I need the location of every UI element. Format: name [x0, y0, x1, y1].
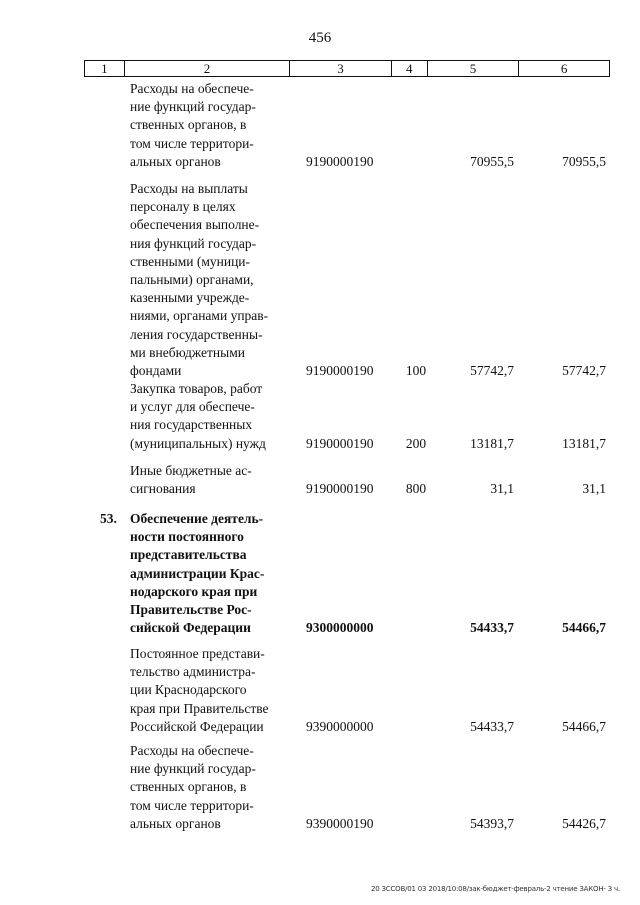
row-value-col6: 54466,7	[562, 620, 606, 636]
row-name-line: альных органов	[130, 815, 221, 831]
row-expense-type: 200	[405, 435, 427, 451]
row-name	[130, 380, 287, 453]
row-name-line: Расходы на обеспече-	[130, 743, 254, 758]
row-name-line: альных органов	[130, 153, 221, 169]
row-name-line: фондами	[130, 363, 182, 379]
column-header-6: 6	[560, 60, 568, 76]
row-name-line: ственных органов, в	[130, 779, 247, 795]
row-name-line: ственных органов, в	[130, 117, 247, 133]
row-name-line: ции Краснодарского	[130, 682, 247, 698]
row-name-line: ние функций государ-	[130, 99, 256, 115]
row-value-col5: 31,1	[490, 481, 514, 497]
row-value-col6: 54426,7	[562, 815, 606, 831]
row-name-line: Правительстве Рос-	[130, 602, 252, 618]
row-name	[130, 742, 287, 833]
row-name-line: ние функций государ-	[130, 761, 256, 777]
row-name-line: персоналу в целях	[130, 199, 236, 215]
row-name-line: нодарского края при	[130, 583, 258, 599]
row-number: 53.	[100, 511, 117, 526]
column-header-1: 1	[85, 61, 125, 76]
row-value-col5: 54433,7	[470, 718, 514, 734]
row-name-line: Расходы на обеспече-	[130, 81, 254, 96]
column-header-3: 3	[290, 61, 392, 76]
row-code: 9390000000	[306, 718, 374, 734]
row-name-line: Иные бюджетные ас-	[130, 463, 252, 478]
table-header-row	[84, 60, 610, 77]
row-code: 9190000190	[306, 435, 374, 451]
row-value-col6: 54466,7	[562, 718, 606, 734]
row-name-line: ления государственны-	[130, 326, 263, 342]
row-name-line: представительства	[130, 547, 247, 563]
row-name-line: ности постоянного	[130, 529, 244, 545]
row-name-line: ния государственных	[130, 417, 253, 433]
row-value-col5: 70955,5	[470, 153, 514, 169]
row-name-line: казенными учрежде-	[130, 290, 250, 306]
row-name-line: Закупка товаров, работ	[130, 381, 263, 396]
row-name-line: ниями, органами управ-	[130, 308, 269, 324]
row-name-line: пальными) органами,	[130, 272, 254, 288]
column-header-2: 2	[125, 61, 290, 76]
row-name	[130, 510, 287, 637]
row-value-col6: 31,1	[582, 481, 606, 497]
column-header-5: 5	[428, 61, 520, 76]
row-code: 9190000190	[306, 153, 374, 169]
row-name-line: том числе территори-	[130, 797, 254, 813]
row-value-col6: 13181,7	[562, 435, 606, 451]
row-name-line: том числе территори-	[130, 135, 254, 151]
row-name-line: края при Правительстве	[130, 700, 269, 716]
row-value-col5: 54433,7	[470, 620, 514, 636]
row-name-line: (муниципальных) нужд	[130, 435, 266, 451]
row-value-col5: 13181,7	[470, 435, 514, 451]
row-name-line: Российской Федерации	[130, 718, 264, 734]
row-expense-type: 800	[405, 481, 427, 497]
row-name	[130, 645, 287, 736]
row-value-col6: 70955,5	[562, 153, 606, 169]
row-name-line: ния функций государ-	[130, 235, 257, 251]
row-name	[130, 462, 287, 498]
row-name-line: сийской Федерации	[130, 620, 251, 636]
column-header-4: 4	[392, 61, 428, 76]
footer-stamp: 20 ЗССОВ/01 03 2018/10:08/зак-бюджет-февраль-2 чтение ЗАКОН- 3 ч.	[370, 885, 620, 893]
row-name-line: администрации Крас-	[130, 565, 265, 581]
row-code: 9190000190	[306, 481, 374, 497]
row-value-col6: 57742,7	[562, 363, 606, 378]
row-value-col5: 54393,7	[470, 815, 514, 831]
row-code: 9300000000	[306, 620, 374, 636]
page-number: 456	[308, 30, 332, 46]
row-name-line: тельство администра-	[130, 664, 256, 680]
row-name-line: Обеспечение деятель-	[130, 511, 264, 526]
row-value-col5: 57742,7	[470, 363, 514, 378]
row-name-line: и услуг для обеспече-	[130, 399, 255, 415]
row-code: 9390000190	[306, 815, 374, 831]
row-name-line: Постоянное представи-	[130, 646, 265, 661]
row-name-line: Расходы на выплаты	[130, 181, 248, 196]
row-name-line: ственными (муници-	[130, 253, 251, 269]
row-name	[130, 180, 287, 380]
row-expense-type: 100	[405, 363, 427, 378]
row-name	[130, 80, 287, 171]
row-name-line: обеспечения выполне-	[130, 217, 260, 233]
row-code: 9190000190	[306, 363, 374, 378]
row-name-line: сигнования	[130, 481, 196, 497]
row-name-line: ми внебюджетными	[130, 344, 245, 360]
